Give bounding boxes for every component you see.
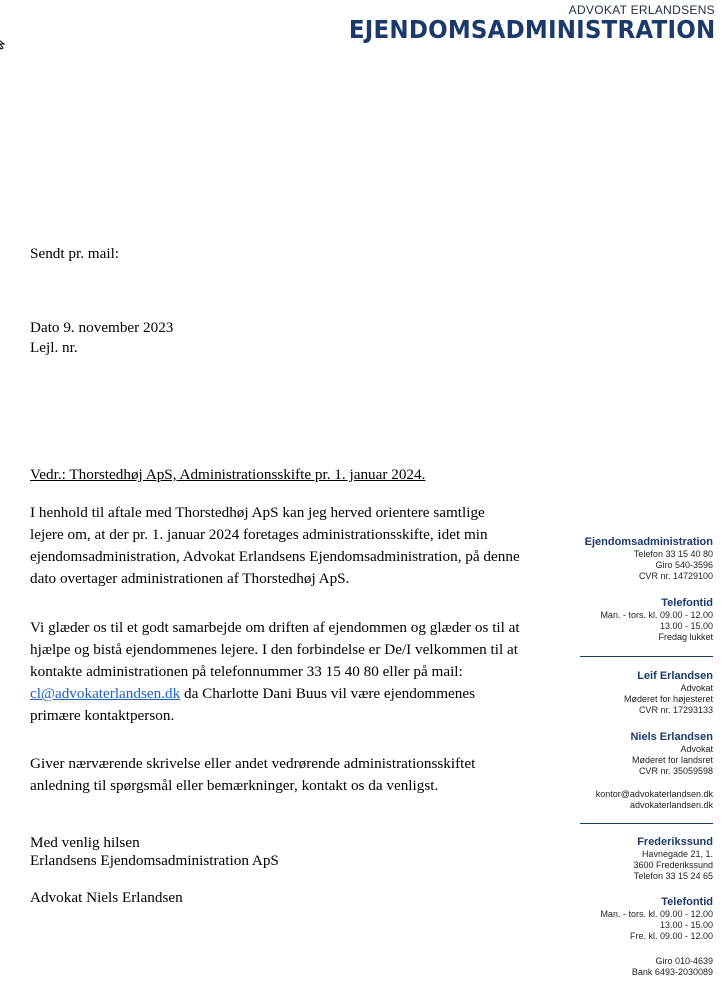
frederikssund-block (633, 835, 713, 883)
lawyer-niels-court: Møderet for landsret (631, 755, 713, 766)
phone-hours-block (600, 596, 713, 644)
lawyer-leif-heading: Leif Erlandsen (637, 670, 713, 682)
lawyer-niels-block (630, 730, 713, 778)
paragraph-3: Giver nærværende skrivelse eller andet vedrørende administrationsskiftet anledning til spørgsmål eller bemærkninger, kontakt os da venligst. (30, 755, 476, 794)
company-logo (317, 4, 715, 44)
bank-giro: Giro 010-4639 (655, 956, 713, 966)
bank-account: Bank 6493-2030089 (631, 967, 713, 978)
company-name: Erlandsens Ejendomsadministration ApS (30, 852, 279, 869)
mouse-cursor-icon (0, 36, 6, 50)
lawyer-niels-title: Advokat (680, 744, 713, 754)
signer-name: Advokat Niels Erlandsen (30, 889, 183, 906)
email-link[interactable]: cl@advokaterlandsen.dk (30, 685, 181, 702)
frederikssund-hours-line-2: 13.00 - 15.00 (659, 920, 713, 931)
paragraph-2 (30, 617, 522, 727)
frederikssund-address: Havnegade 21, 1. (641, 849, 713, 859)
lawyer-leif-court: Møderet for højesteret (623, 694, 713, 705)
frederikssund-city: 3600 Frederikssund (633, 860, 713, 871)
paragraph-2-text-b: da Charlotte Dani Buus vil være ejendommenes primære kontaktperson. (30, 685, 476, 724)
contact-website[interactable]: advokaterlandsen.dk (629, 800, 713, 811)
frederikssund-heading: Frederikssund (637, 836, 713, 848)
lawyer-niels-heading: Niels Erlandsen (630, 731, 713, 743)
phone-hours-line-2: 13.00 - 15.00 (659, 621, 713, 632)
lawyer-leif-cvr: CVR nr. 17293133 (638, 705, 713, 716)
phone-hours-line-3: Fredag lukket (658, 632, 713, 643)
frederikssund-phone: Telefon 33 15 24 65 (633, 871, 713, 882)
paragraph-1: I henhold til aftale med Thorstedhøj ApS kan jeg herved orientere samtlige lejere om, at der pr. 1. januar 2024 foretages administrationsskifte, idet min ejendomsadministration, Advokat Erlandsens Ejendomsadministration, på denne dato overtager administrationen af Thorstedhøj ApS. (30, 504, 520, 587)
frederikssund-hours-block (600, 895, 713, 943)
lawyer-niels-cvr: CVR nr. 35059598 (638, 766, 713, 777)
phone-hours-heading: Telefontid (661, 597, 713, 609)
apartment-number: Lejl. nr. (30, 339, 78, 356)
office-giro: Giro 540-3596 (655, 560, 713, 571)
lawyer-leif-title: Advokat (680, 683, 713, 693)
contact-block (596, 789, 713, 811)
logo-subtitle: ADVOKAT ERLANDSENS (568, 3, 715, 17)
lawyer-leif-block (624, 669, 713, 717)
office-cvr: CVR nr. 14729100 (638, 571, 713, 582)
office-info-block (585, 535, 713, 583)
bank-block (632, 956, 713, 978)
frederikssund-hours-heading: Telefontid (661, 896, 713, 908)
logo-title: EJENDOMSADMINISTRATION (348, 15, 715, 44)
letter-subject: Vedr.: Thorstedhøj ApS, Administrationsskifte pr. 1. januar 2024. (30, 466, 426, 483)
letter-date: Dato 9. november 2023 (30, 319, 174, 336)
office-heading: Ejendomsadministration (584, 536, 713, 548)
office-phone: Telefon 33 15 40 80 (633, 549, 713, 559)
sent-by-mail: Sendt pr. mail: (30, 245, 120, 262)
sidebar-divider (580, 823, 713, 824)
sidebar-divider (580, 656, 713, 657)
frederikssund-hours-line-3: Fre. kl. 09.00 - 12.00 (629, 931, 713, 942)
contact-email[interactable]: kontor@advokaterlandsen.dk (595, 789, 713, 799)
frederikssund-hours-line-1: Man. - tors. kl. 09.00 - 12.00 (600, 909, 713, 919)
closing: Med venlig hilsen (30, 834, 140, 851)
paragraph-2-text-a: Vi glæder os til et godt samarbejde om driften af ejendommen og glæder os til at hjælpe og bistå ejendommenes lejere. I den forbindelse er De/I velkommen til at kontakte administrationen på telefonnummer 33 15 40 80 eller på mail: (30, 619, 520, 680)
phone-hours-line-1: Man. - tors. kl. 09.00 - 12.00 (600, 610, 713, 620)
